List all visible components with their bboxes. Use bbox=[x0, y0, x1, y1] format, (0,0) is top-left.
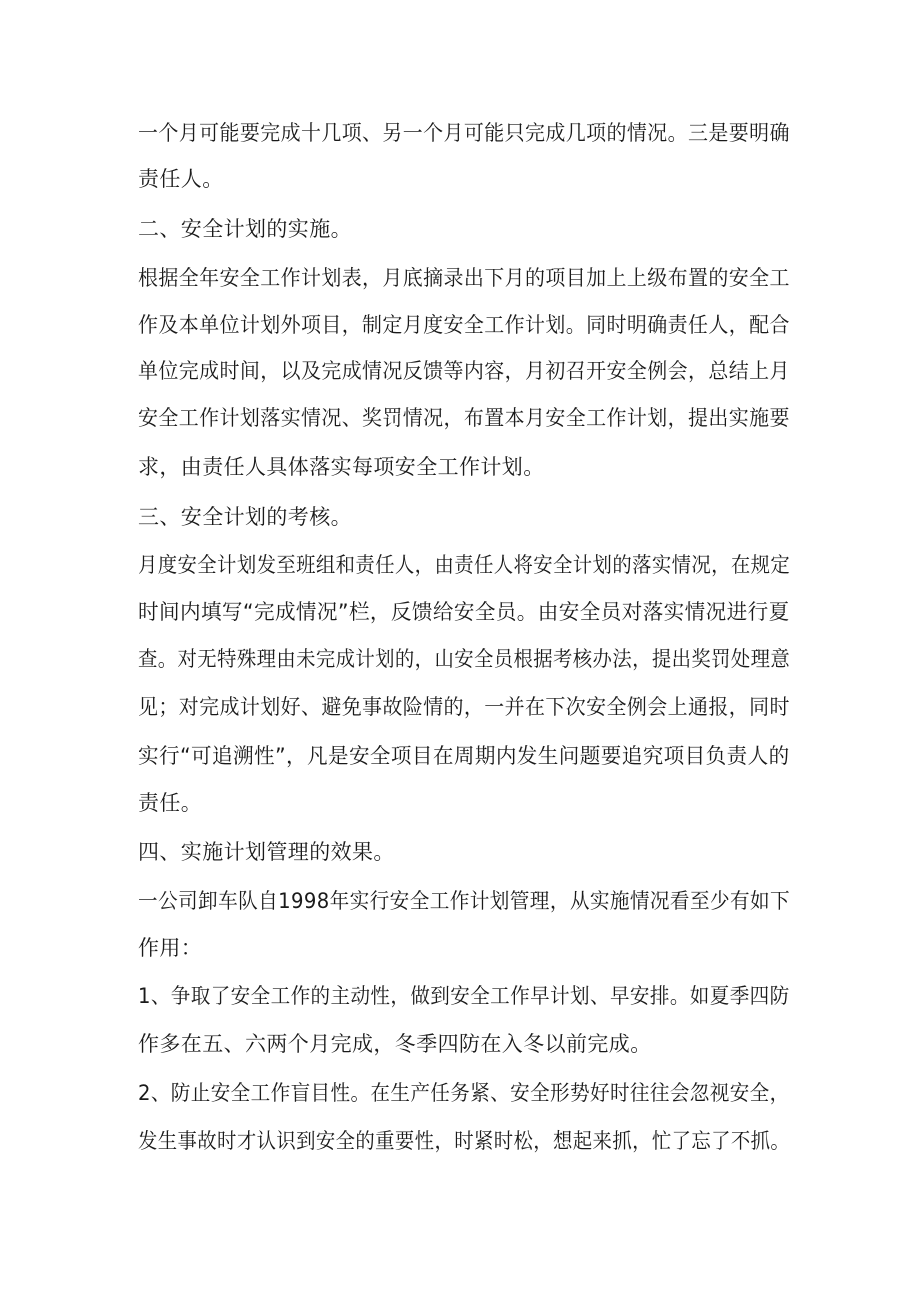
text-line: 作用： bbox=[138, 936, 203, 960]
text-line: 一公司卸车队自1998年实行安全工作计划管理，从实施情况看至少有如下 bbox=[138, 889, 791, 913]
text-line: 求，由责任人具体落实每项安全工作计划。 bbox=[138, 455, 545, 479]
text-line: 2、防止安全工作盲目性。在生产任务紧、安全形势好时往往会忽视安全， bbox=[138, 1081, 790, 1105]
text-line: 月度安全计划发至班组和责任人，由责任人将安全计划的落实情况，在规定 bbox=[138, 553, 791, 577]
section-heading: 三、安全计划的考核。 bbox=[138, 505, 352, 529]
text-line: 根据全年安全工作计划表，月底摘录出下月的项目加上上级布置的安全工 bbox=[138, 266, 790, 290]
text-line: 单位完成时间，以及完成情况反馈等内容，月初召开安全例会，总结上月 bbox=[138, 359, 790, 383]
text-line: 1、争取了安全工作的主动性，做到安全工作早计划、早安排。如夏季四防 bbox=[138, 984, 790, 1008]
section-heading: 二、安全计划的实施。 bbox=[138, 217, 352, 241]
text-line: 查。对无特殊理由未完成计划的，山安全员根据考核办法，提出奖罚处理意 bbox=[138, 647, 791, 671]
text-line: 作多在五、六两个月完成，冬季四防在入冬以前完成。 bbox=[138, 1032, 652, 1056]
section-heading: 四、实施计划管理的效果。 bbox=[138, 840, 395, 864]
text-line: 责任人。 bbox=[138, 167, 224, 191]
text-line: 发生事故时才认识到安全的重要性，时紧时松，想起来抓，忙了忘了不抓。 bbox=[138, 1129, 791, 1153]
text-line: 作及本单位计划外项目，制定月度安全工作计划。同时明确责任人，配合 bbox=[138, 313, 790, 337]
text-line: 见；对完成计划好、避免事故险情的，一并在下次安全例会上通报，同时 bbox=[138, 695, 790, 719]
text-line: 安全工作计划落实情况、奖罚情况，布置本月安全工作计划，提出实施要 bbox=[138, 406, 790, 430]
text-line: 一个月可能要完成十几项、另一个月可能只完成几项的情况。三是要明确 bbox=[138, 121, 790, 145]
text-line: 实行“可追溯性”，凡是安全项目在周期内发生问题要追究项目负责人的 bbox=[138, 744, 790, 768]
text-line: 责任。 bbox=[138, 791, 203, 815]
text-line: 时间内填写“完成情况”栏，反馈给安全员。由安全员对落实情况进行夏 bbox=[138, 600, 790, 624]
